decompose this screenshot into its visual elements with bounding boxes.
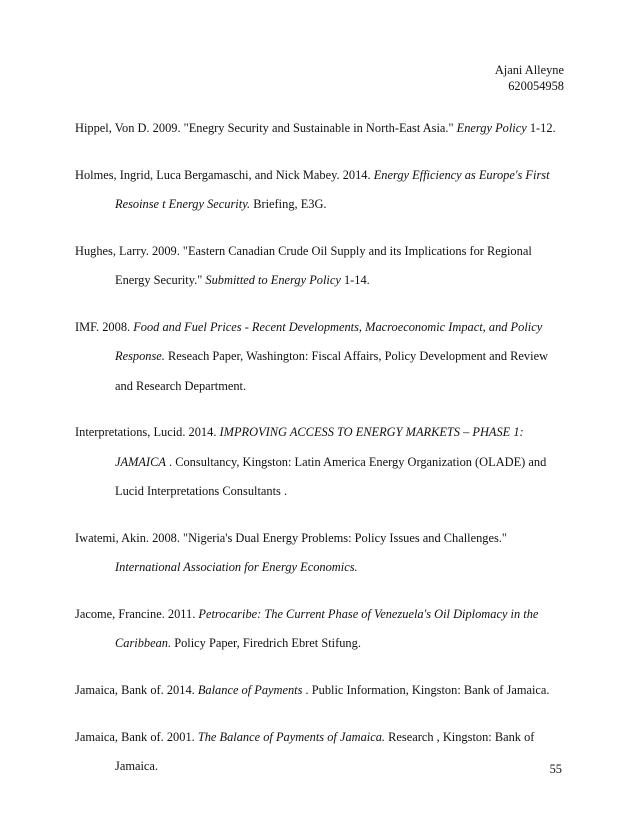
reference-entry: Iwatemi, Akin. 2008. "Nigeria's Dual Energy Problems: Policy Issues and Challenges." International Association for Energy Economics. <box>75 530 507 575</box>
reference-entry: IMF. 2008. Food and Fuel Prices - Recent Developments, Macroeconomic Impact, and Policy Response. Reseach Paper, Washington: Fiscal Affairs, Policy Development and Review and Research Department. <box>75 319 549 393</box>
reference-entry: Hughes, Larry. 2009. "Eastern Canadian Crude Oil Supply and its Implications for Regional Energy Security." Submitted to Energy Policy 1-14. <box>75 243 532 288</box>
reference-entry: Hippel, Von D. 2009. "Enegry Security and Sustainable in North-East Asia." Energy Policy 1-12. <box>75 121 556 135</box>
page-number: 55 <box>549 762 562 776</box>
author-name: Ajani Alleyne <box>494 63 564 77</box>
student-id: 620054958 <box>508 79 564 93</box>
reference-entry: Holmes, Ingrid, Luca Bergamaschi, and Nick Mabey. 2014. Energy Efficiency as Europe's First Resoinse t Energy Security. Briefing, E3G. <box>75 167 550 212</box>
page-header <box>495 62 564 94</box>
reference-entry: Jamaica, Bank of. 2001. The Balance of Payments of Jamaica. Research , Kingston: Bank of Jamaica. <box>75 729 535 774</box>
reference-entry: Interpretations, Lucid. 2014. IMPROVING ACCESS TO ENERGY MARKETS – PHASE 1: JAMAICA . Consultancy, Kingston: Latin America Energy Organization (OLADE) and Lucid Interpretations Consultants . <box>75 425 547 498</box>
reference-entry: Jamaica, Bank of. 2014. Balance of Payments . Public Information, Kingston: Bank of Jamaica. <box>75 682 550 697</box>
reference-list <box>75 114 565 799</box>
reference-entry: Jacome, Francine. 2011. Petrocaribe: The Current Phase of Venezuela's Oil Diplomacy in the Caribbean. Policy Paper, Firedrich Ebret Stifung. <box>75 606 539 651</box>
